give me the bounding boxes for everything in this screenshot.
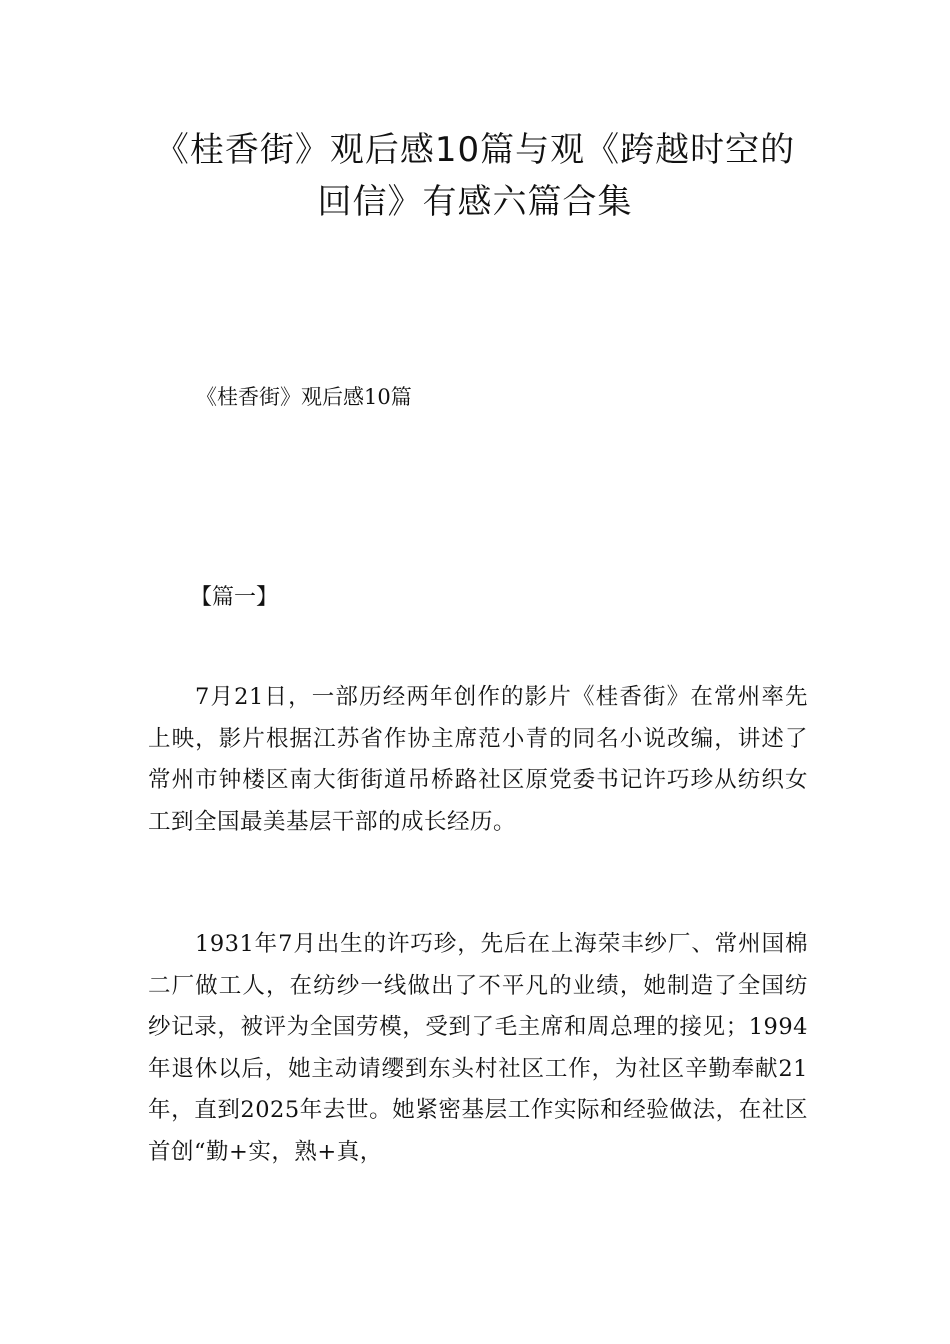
chapter-label: 【篇一】 (190, 585, 279, 610)
section-heading: 《桂香街》观后感10篇 (196, 385, 412, 409)
title-line-1: 《桂香街》观后感10篇与观《跨越时空的 (154, 130, 796, 170)
body-paragraph-1: 7月21日，一部历经两年创作的影片《桂香街》在常州率先上映，影片根据江苏省作协主席范小青的同名小说改编，讲述了常州市钟楼区南大街街道吊桥路社区原党委书记许巧珍从纺织女工到全国最美基层干部的成长经历。 (148, 684, 808, 835)
title-line-2: 回信》有感六篇合集 (317, 182, 633, 222)
document-title (120, 124, 830, 228)
body-paragraph-2: 1931年7月出生的许巧珍，先后在上海荣丰纱厂、常州国棉二厂做工人，在纺纱一线做出了不平凡的业绩，她制造了全国纺纱记录，被评为全国劳模，受到了毛主席和周总理的接见；1994年退休以后，她主动请缨到东头村社区工作，为社区辛勤奉献21年，直到2025年去世。她紧密基层工作实际和经验做法，在社区首创“勤+实，熟+真， (148, 931, 808, 1165)
